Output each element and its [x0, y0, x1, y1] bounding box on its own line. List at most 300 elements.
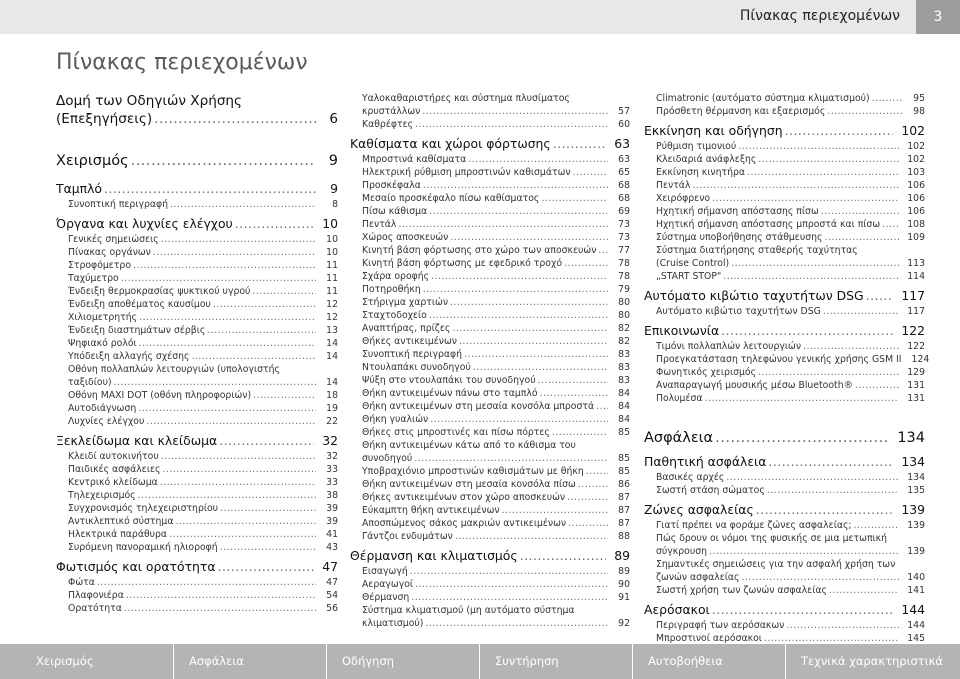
toc-entry[interactable] [350, 118, 630, 131]
dot-leader [410, 565, 608, 578]
footer-tab-operation[interactable]: Χειρισμός [36, 654, 94, 668]
toc-entry[interactable] [56, 298, 338, 311]
toc-page-number: 11 [326, 273, 338, 284]
toc-entry[interactable] [56, 502, 338, 515]
footer-tab-technical-data[interactable]: Τεχνικά χαρακτηριστικά [801, 654, 943, 668]
dot-leader [253, 389, 316, 402]
toc-entry[interactable] [350, 478, 630, 491]
dot-leader [133, 259, 316, 272]
toc-entry[interactable] [350, 591, 630, 604]
dot-leader [855, 379, 899, 392]
toc-page-number: 92 [618, 618, 630, 629]
toc-column-3 [644, 92, 930, 645]
toc-page-number: 18 [326, 390, 338, 401]
toc-entry-line: Πώς δρουν οι νόμοι της φυσικής σε μια μετωπική [656, 533, 888, 544]
toc-entry-label: Θήκη γυαλιών [362, 414, 429, 425]
toc-page-number: 85 [618, 466, 630, 477]
toc-entry-label: Συρόμενη πανοραμική ηλιοροφή [68, 542, 218, 553]
dot-leader [114, 376, 316, 389]
toc-page-number: 109 [907, 232, 925, 243]
toc-entry[interactable] [350, 465, 630, 478]
toc-entry-label: Ένδειξη θερμοκρασίας ψυκτικού υγρού [68, 286, 251, 297]
toc-entry-label: Χειρόφρενο [656, 193, 711, 204]
toc-entry[interactable] [56, 311, 338, 324]
toc-section[interactable] [56, 558, 338, 576]
toc-page-number: 117 [901, 288, 925, 303]
toc-entry[interactable] [644, 179, 925, 192]
toc-page-number: 10 [326, 234, 338, 245]
toc-entry[interactable] [644, 619, 925, 632]
toc-page-number: 12 [326, 312, 338, 323]
toc-page-number: 134 [897, 430, 925, 446]
toc-entry[interactable] [56, 489, 338, 502]
toc-entry[interactable] [56, 576, 338, 589]
toc-entry-label: Φωτισμός και ορατότητα [56, 559, 216, 574]
toc-entry[interactable] [644, 545, 925, 558]
toc-entry[interactable] [644, 392, 925, 405]
toc-entry-label: Αντικλεπτικό σύστημα [68, 516, 174, 527]
toc-entry[interactable] [350, 361, 630, 374]
toc-entry[interactable] [350, 413, 630, 426]
toc-entry[interactable] [644, 166, 925, 179]
toc-entry-label: Χιλιομετρητής [68, 312, 138, 323]
footer-tab-self-help[interactable]: Αυτοβοήθεια [648, 654, 723, 668]
footer-tab-maintenance[interactable]: Συντήρηση [495, 654, 559, 668]
toc-entry[interactable] [350, 218, 630, 231]
toc-page-number: 33 [326, 464, 338, 475]
toc-page-number: 14 [326, 338, 338, 349]
toc-page-number: 47 [322, 559, 338, 574]
toc-entry-label: Συγχρονισμός τηλεχειριστηρίου [68, 503, 219, 514]
dot-leader [747, 166, 899, 179]
toc-page-number: 33 [326, 477, 338, 488]
footer-tab-driving[interactable]: Οδήγηση [342, 654, 395, 668]
dot-leader [153, 246, 316, 259]
toc-entry[interactable] [350, 105, 630, 118]
toc-page-number: 6 [329, 111, 338, 127]
toc-section[interactable] [644, 427, 925, 449]
toc-entry[interactable] [350, 179, 630, 192]
toc-entry[interactable] [644, 218, 925, 231]
toc-entry[interactable] [56, 246, 338, 259]
toc-entry-label: Θήκες στις μπροστινές και πίσω πόρτες [362, 427, 550, 438]
dot-leader [430, 413, 608, 426]
toc-entry[interactable] [644, 231, 925, 244]
toc-entry-label: „START STOP" [656, 271, 722, 282]
toc-entry-label: Εκκίνηση κινητήρα [656, 167, 746, 178]
toc-entry[interactable] [350, 192, 630, 205]
toc-page-number: 89 [618, 566, 630, 577]
dot-leader [742, 571, 900, 584]
toc-entry[interactable] [350, 617, 630, 630]
dot-leader [768, 453, 893, 471]
dot-leader [564, 257, 608, 270]
toc-entry[interactable] [56, 259, 338, 272]
toc-entry-label: Ηλεκτρικά παράθυρα [68, 529, 168, 540]
toc-page-number: 22 [326, 416, 338, 427]
dot-leader [738, 140, 899, 153]
dot-leader [220, 502, 316, 515]
toc-page-number: 11 [326, 286, 338, 297]
toc-entry[interactable] [350, 309, 630, 322]
toc-entry[interactable] [350, 270, 630, 283]
toc-entry[interactable] [56, 337, 338, 350]
dot-leader [455, 530, 608, 543]
dot-leader [139, 311, 316, 324]
toc-entry-label: Εισαγωγή [362, 566, 408, 577]
toc-page-number: 54 [326, 590, 338, 601]
header-title: Πίνακας περιεχομένων [739, 8, 900, 24]
toc-entry-label: Προσκέφαλα [362, 180, 421, 191]
toc-entry[interactable] [350, 426, 630, 439]
toc-entry-label: Μεσαίο προσκέφαλο πίσω καθίσματος [362, 193, 540, 204]
toc-entry[interactable] [350, 504, 630, 517]
dot-leader [821, 205, 900, 218]
toc-entry-label: Αναπτήρας, πρίζες [362, 323, 451, 334]
toc-entry[interactable] [56, 415, 338, 428]
dot-leader [829, 584, 899, 597]
dot-leader [541, 192, 608, 205]
toc-entry[interactable] [56, 602, 338, 615]
toc-entry[interactable] [350, 400, 630, 413]
toc-section[interactable] [56, 180, 338, 198]
dot-leader [767, 484, 899, 497]
dot-leader [220, 541, 316, 554]
dot-leader [415, 118, 608, 131]
toc-entry-label: Γενικές σημειώσεις [68, 234, 159, 245]
dot-leader [146, 415, 316, 428]
toc-entry[interactable] [644, 571, 925, 584]
toc-page-number: 68 [618, 180, 630, 191]
dot-leader [429, 309, 608, 322]
toc-section[interactable] [644, 122, 925, 140]
toc-entry[interactable] [350, 257, 630, 270]
toc-entry-label: Αερόσακοι [644, 602, 710, 617]
toc-entry[interactable] [56, 324, 338, 337]
dot-leader [715, 427, 889, 449]
toc-entry[interactable] [350, 244, 630, 257]
toc-entry-label: Ρύθμιση τιμονιού [656, 141, 737, 152]
footer-separator [632, 644, 633, 679]
footer-separator [479, 644, 480, 679]
toc-entry-label: Θήκη αντικειμένων στη μεσαία κονσόλα μπροστά [362, 401, 595, 412]
toc-page-number: 102 [901, 123, 925, 138]
dot-leader [468, 153, 608, 166]
toc-entry-line: Σύστημα διατήρησης σταθερής ταχύτητας [656, 245, 858, 256]
dot-leader [464, 348, 608, 361]
toc-entry[interactable] [644, 140, 925, 153]
dot-leader [170, 198, 316, 211]
dot-leader [429, 205, 608, 218]
toc-page-number: 65 [618, 167, 630, 178]
toc-page-number: 14 [326, 351, 338, 362]
dot-leader [191, 350, 316, 363]
toc-entry-label: Κλειδαριά ανάφλεξης [656, 154, 757, 165]
toc-page-number: 87 [618, 505, 630, 516]
toc-entry-label: Επικοινωνία [644, 323, 720, 338]
toc-entry[interactable] [644, 484, 925, 497]
dot-leader [459, 335, 608, 348]
toc-entry[interactable] [56, 589, 338, 602]
toc-entry-label: Ντουλαπάκι συνοδηγού [362, 362, 471, 373]
dot-leader [452, 322, 608, 335]
toc-page-number: 108 [907, 219, 925, 230]
toc-entry[interactable] [644, 519, 925, 532]
toc-page-number: 139 [901, 502, 925, 517]
toc-entry[interactable] [350, 578, 630, 591]
toc-entry[interactable] [644, 379, 925, 392]
toc-entry[interactable] [56, 515, 338, 528]
dot-leader [758, 366, 899, 379]
toc-entry[interactable] [644, 366, 925, 379]
toc-entry[interactable] [56, 528, 338, 541]
toc-page-number: 63 [614, 136, 630, 151]
toc-entry[interactable] [56, 350, 338, 363]
toc-entry[interactable] [350, 374, 630, 387]
toc-page-number: 86 [618, 479, 630, 490]
toc-page-number: 139 [907, 520, 925, 531]
toc-section[interactable] [56, 150, 338, 172]
toc-entry-label: Θήκη αντικειμένων πάνω στο ταμπλό [362, 388, 538, 399]
toc-entry[interactable] [56, 541, 338, 554]
toc-entry[interactable] [644, 257, 925, 270]
toc-entry-line: Σύστημα κλιματισμού (μη αυτόματο σύστημα [362, 605, 575, 616]
toc-entry-label: Τιμόνι πολλαπλών λειτουργιών [656, 341, 802, 352]
toc-entry-label: Οθόνη MAXI DOT (οθόνη πληροφοριών) [68, 390, 252, 401]
toc-entry-label: Πολυμέσα [656, 393, 703, 404]
dot-leader [785, 122, 894, 140]
dot-leader [124, 602, 316, 615]
toc-page-number: 102 [907, 141, 925, 152]
toc-entry-label: Όργανα και λυχνίες ελέγχου [56, 216, 233, 231]
toc-page-number: 122 [907, 341, 925, 352]
toc-entry[interactable] [350, 205, 630, 218]
dot-leader [162, 463, 316, 476]
toc-page-number: 84 [618, 414, 630, 425]
toc-entry-label: κρυστάλλων [362, 106, 421, 117]
toc-spacer [56, 172, 338, 180]
toc-entry-label: Ταμπλό [56, 181, 102, 196]
dot-leader [252, 285, 316, 298]
toc-entry[interactable] [56, 402, 338, 415]
toc-entry[interactable] [56, 476, 338, 489]
toc-section[interactable] [644, 453, 925, 471]
toc-entry[interactable] [350, 387, 630, 400]
toc-entry[interactable] [350, 452, 630, 465]
toc-page-number: 69 [618, 206, 630, 217]
toc-section[interactable] [644, 501, 925, 519]
toc-page-number: 83 [618, 362, 630, 373]
dot-leader [827, 105, 903, 118]
dot-leader [823, 305, 899, 318]
toc-page-number: 83 [618, 375, 630, 386]
toc-entry-label: Στροφόμετρο [68, 260, 132, 271]
toc-page-number: 91 [618, 592, 630, 603]
dot-leader [450, 231, 608, 244]
toc-entry-label: Ηλεκτρική ρύθμιση μπροστινών καθισμάτων [362, 167, 571, 178]
toc-page-number: 63 [618, 154, 630, 165]
toc-entry-label: ζωνών ασφαλείας [656, 572, 740, 583]
toc-entry-label: Σωστή χρήση των ζωνών ασφαλείας [656, 585, 827, 596]
toc-entry-label: Περιγραφή των αερόσακων [656, 620, 785, 631]
toc-entry[interactable] [644, 153, 925, 166]
toc-entry-label: Χώρος αποσκευών [362, 232, 449, 243]
dot-leader [520, 547, 607, 565]
toc-entry[interactable] [350, 565, 630, 578]
dot-leader [213, 298, 316, 311]
toc-entry-label: Αυτόματο κιβώτιο ταχυτήτων DSG [656, 306, 821, 317]
footer-nav [0, 644, 960, 679]
toc-entry-label: Παιδικές ασφάλειες [68, 464, 161, 475]
toc-entry-label: Ηχητική σήμανση απόστασης μπροστά και πίσω [656, 219, 881, 230]
dot-leader [97, 576, 316, 589]
toc-page-number: 32 [322, 433, 338, 448]
dot-leader [586, 465, 608, 478]
toc-entry[interactable] [644, 584, 925, 597]
toc-page-number: 122 [901, 323, 925, 338]
toc-page-number: 78 [618, 271, 630, 282]
dot-leader [218, 558, 315, 576]
toc-entry-label: Εύκαμπτη θήκη αντικειμένων [362, 505, 500, 516]
toc-spacer [644, 405, 925, 427]
toc-entry[interactable] [350, 517, 630, 530]
toc-entry[interactable] [56, 285, 338, 298]
toc-section[interactable] [644, 601, 925, 619]
toc-page-number: 73 [618, 219, 630, 230]
dot-leader [415, 578, 608, 591]
toc-entry[interactable] [56, 198, 338, 211]
toc-entry[interactable] [644, 471, 925, 484]
toc-section[interactable] [350, 135, 630, 153]
toc-page-number: 41 [326, 529, 338, 540]
toc-entry-label: Λυχνίες ελέγχου [68, 416, 145, 427]
dot-leader [104, 180, 316, 198]
dot-leader [414, 452, 608, 465]
toc-entry-label: Θέρμανση και κλιματισμός [350, 548, 518, 563]
toc-entry[interactable] [644, 105, 925, 118]
toc-entry[interactable] [56, 463, 338, 476]
toc-entry-label: Γάντζοι ενδυμάτων [362, 531, 453, 542]
dot-leader [578, 478, 608, 491]
toc-page-number: 14 [326, 377, 338, 388]
toc-section[interactable] [644, 287, 925, 305]
toc-entry-label: Κεντρικό κλείδωμα [68, 477, 158, 488]
toc-entry-label: Ζώνες ασφαλείας [644, 502, 754, 517]
toc-entry-label: Εκκίνηση και οδήγηση [644, 123, 783, 138]
dot-leader [121, 272, 316, 285]
toc-page-number: 131 [907, 380, 925, 391]
toc-entry[interactable] [644, 270, 925, 283]
dot-leader [161, 233, 316, 246]
dot-leader [712, 601, 894, 619]
toc-entry-label: Αυτόματο κιβώτιο ταχυτήτων DSG [644, 288, 864, 303]
toc-page-number: 124 [911, 354, 930, 365]
toc-entry[interactable] [56, 389, 338, 402]
dot-leader [398, 218, 608, 231]
toc-entry-label: Ποτηροθήκη [362, 284, 421, 295]
dot-leader [538, 374, 608, 387]
footer-tab-safety[interactable]: Ασφάλεια [189, 654, 244, 668]
toc-page-number: 82 [618, 323, 630, 334]
dot-leader [540, 387, 608, 400]
toc-page-number: 129 [907, 367, 925, 378]
toc-entry-label: Πεντάλ [362, 219, 397, 230]
toc-entry-label: (Επεξηγήσεις) [56, 111, 153, 127]
dot-leader [160, 476, 316, 489]
toc-section[interactable] [350, 547, 630, 565]
toc-entry-label: συνοδηγού [362, 453, 413, 464]
toc-section[interactable] [56, 110, 338, 128]
toc-page-number: 134 [907, 472, 925, 483]
toc-entry[interactable] [644, 205, 925, 218]
toc-page-number: 78 [618, 258, 630, 269]
toc-section[interactable] [56, 215, 338, 233]
toc-page-number: 106 [907, 180, 925, 191]
toc-page-number: 84 [618, 388, 630, 399]
dot-leader [431, 270, 608, 283]
toc-entry[interactable] [350, 166, 630, 179]
toc-entry-label: Θήκη αντικειμένων στη μεσαία κονσόλα πίσω [362, 479, 576, 490]
toc-entry-label: Χειρισμός [56, 153, 129, 169]
toc-entry[interactable] [56, 233, 338, 246]
dot-leader [721, 322, 893, 340]
toc-entry[interactable] [644, 340, 925, 353]
toc-section[interactable] [644, 322, 925, 340]
toc-page-number: 68 [618, 193, 630, 204]
toc-entry[interactable] [644, 92, 925, 105]
toc-section[interactable] [56, 432, 338, 450]
toc-entry[interactable] [350, 322, 630, 335]
toc-entry[interactable] [56, 450, 338, 463]
toc-entry[interactable] [350, 296, 630, 309]
toc-page-number: 9 [328, 153, 338, 169]
toc-entry[interactable] [350, 335, 630, 348]
dot-leader [882, 218, 899, 231]
toc-entry-label: Climatronic (αυτόματο σύστημα κλιματισμού) [656, 93, 870, 104]
toc-entry[interactable] [350, 530, 630, 543]
toc-entry[interactable] [350, 231, 630, 244]
toc-spacer [56, 128, 338, 150]
toc-entry-label: Παθητική ασφάλεια [644, 454, 767, 469]
toc-page-number: 13 [326, 325, 338, 336]
toc-entry-label: Κινητή βάση φόρτωσης με εφεδρικό τροχό [362, 258, 563, 269]
toc-entry[interactable] [350, 348, 630, 361]
toc-page-number: 87 [618, 518, 630, 529]
toc-entry[interactable] [644, 353, 930, 366]
toc-entry[interactable] [644, 192, 925, 205]
dot-leader [154, 110, 316, 128]
toc-entry[interactable] [56, 376, 338, 389]
toc-entry-label: Κινητή βάση φόρτωσης στο χώρο των αποσκευών [362, 245, 597, 256]
toc-page-number: 10 [326, 247, 338, 258]
toc-entry-label: Πρόσθετη θέρμανση και εξαερισμός [656, 106, 826, 117]
toc-entry[interactable] [350, 491, 630, 504]
toc-entry[interactable] [350, 283, 630, 296]
toc-page-number: 144 [907, 620, 925, 631]
toc-page-number: 141 [907, 585, 925, 596]
toc-entry[interactable] [644, 305, 925, 318]
toc-entry-label: Θήκες αντικειμένων [362, 336, 457, 347]
toc-page-number: 19 [326, 403, 338, 414]
toc-entry-label: Στήριγμα χαρτιών [362, 297, 449, 308]
toc-page-number: 82 [618, 336, 630, 347]
toc-page-number: 10 [322, 216, 338, 231]
toc-entry[interactable] [56, 272, 338, 285]
toc-entry-line: Υαλοκαθαριστήρες και σύστημα πλυσίματος [362, 93, 570, 104]
toc-column-2 [350, 92, 630, 630]
toc-entry[interactable] [350, 153, 630, 166]
toc-entry-label: Κλειδί αυτοκινήτου [68, 451, 159, 462]
